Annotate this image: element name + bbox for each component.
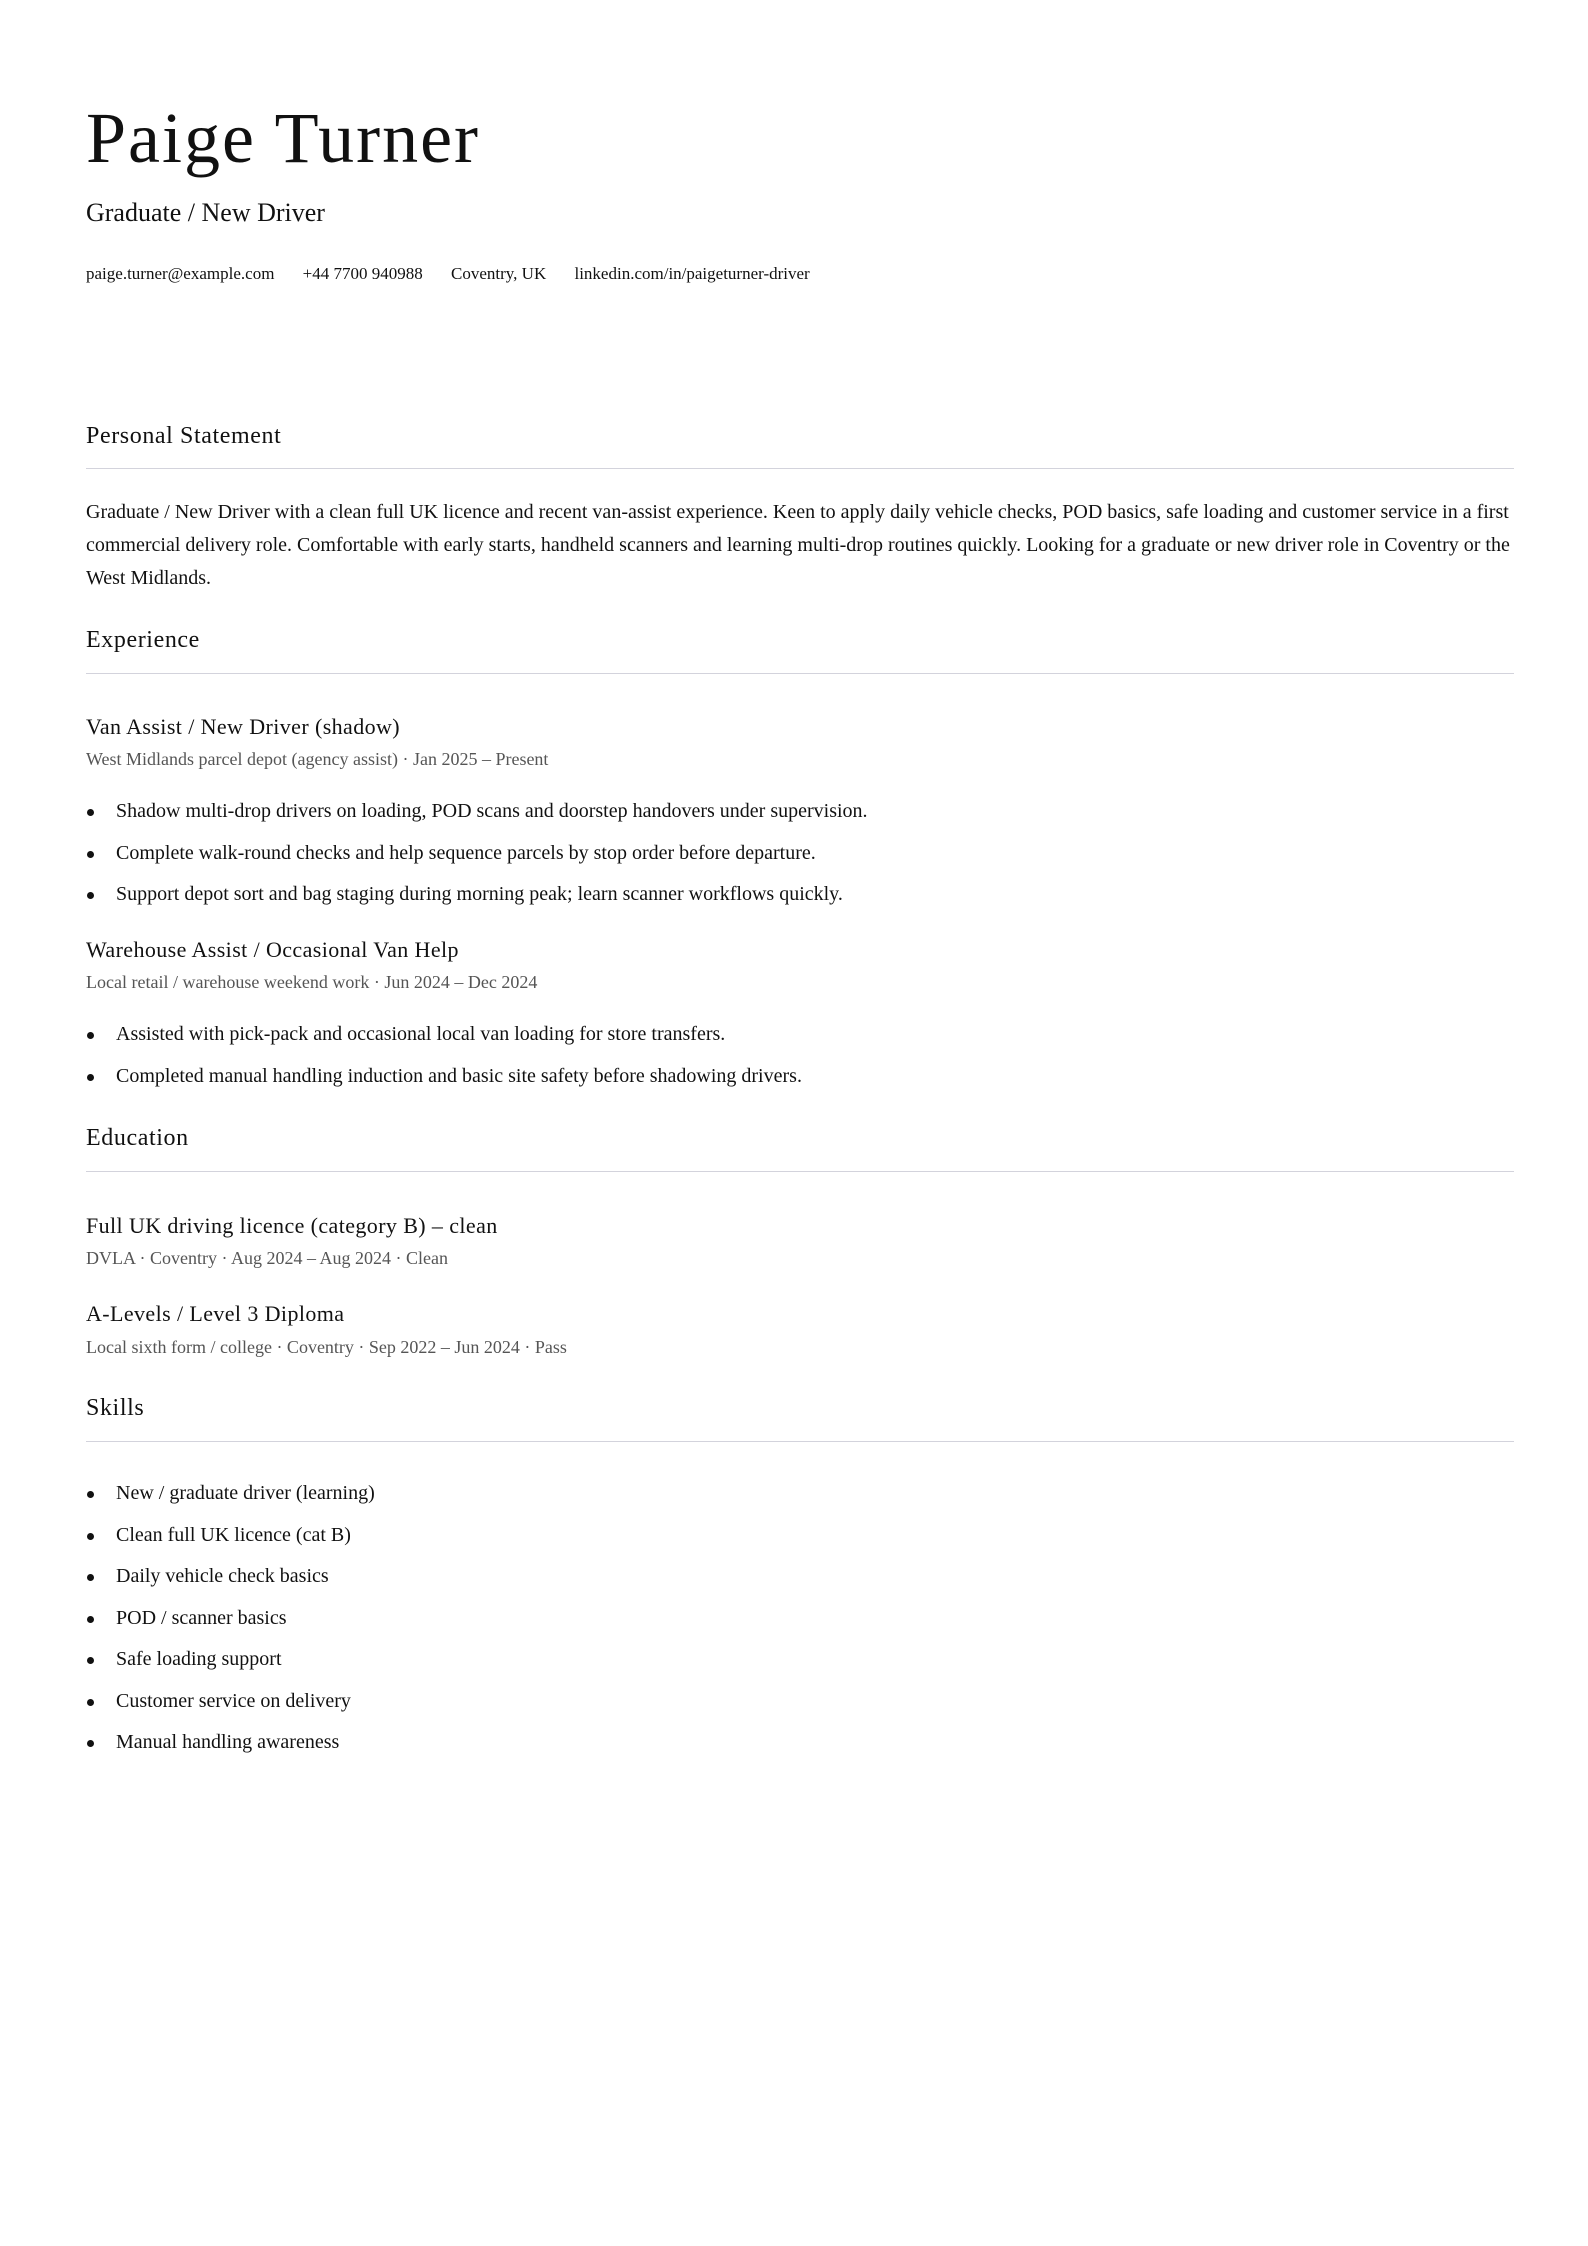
list-item: POD / scanner basics bbox=[86, 1598, 1514, 1640]
education-meta: DVLA · Coventry · Aug 2024 – Aug 2024 · Clean bbox=[86, 1248, 448, 1268]
job-bullets bbox=[86, 791, 1514, 916]
job-title: Van Assist / New Driver (shadow) bbox=[86, 714, 401, 739]
list-item: Shadow multi-drop drivers on loading, POD scans and doorstep handovers under supervision. bbox=[86, 791, 1514, 833]
job-bullets bbox=[86, 1014, 1514, 1097]
list-item: Manual handling awareness bbox=[86, 1722, 1514, 1764]
list-item: Customer service on delivery bbox=[86, 1681, 1514, 1723]
personal-statement-text: Graduate / New Driver with a clean full UK licence and recent van-assist experience. Keen to apply daily vehicle checks, POD basics, safe loading and customer service in a first commercial delivery role. Comfortable with early starts, handheld scanners and learning multi-drop routines quickly. Looking for a graduate or new driver role in Coventry or the West Midlands. bbox=[86, 501, 1510, 589]
contact-location: Coventry, UK bbox=[451, 264, 547, 283]
section-divider bbox=[86, 1171, 1514, 1172]
candidate-headline: Graduate / New Driver bbox=[86, 198, 325, 227]
list-item: New / graduate driver (learning) bbox=[86, 1473, 1514, 1515]
education-title: Full UK driving licence (category B) – clean bbox=[86, 1213, 498, 1238]
list-item: Support depot sort and bag staging during morning peak; learn scanner workflows quickly. bbox=[86, 874, 1514, 916]
list-item: Assisted with pick-pack and occasional local van loading for store transfers. bbox=[86, 1014, 1514, 1056]
contact-linkedin: linkedin.com/in/paigeturner-driver bbox=[574, 264, 810, 283]
section-divider bbox=[86, 468, 1514, 469]
list-item: Complete walk-round checks and help sequence parcels by stop order before departure. bbox=[86, 833, 1514, 875]
education-meta: Local sixth form / college · Coventry · Sep 2022 – Jun 2024 · Pass bbox=[86, 1337, 567, 1357]
job-meta: West Midlands parcel depot (agency assist) · Jan 2025 – Present bbox=[86, 749, 549, 769]
contact-line bbox=[86, 262, 834, 286]
contact-email: paige.turner@example.com bbox=[86, 264, 275, 283]
section-title-skills: Skills bbox=[86, 1395, 145, 1421]
job-title: Warehouse Assist / Occasional Van Help bbox=[86, 937, 459, 962]
section-title-education: Education bbox=[86, 1125, 189, 1151]
section-title-personal-statement: Personal Statement bbox=[86, 423, 282, 449]
candidate-name: Paige Turner bbox=[86, 98, 481, 178]
list-item: Safe loading support bbox=[86, 1639, 1514, 1681]
section-divider bbox=[86, 1441, 1514, 1442]
education-title: A-Levels / Level 3 Diploma bbox=[86, 1301, 345, 1326]
section-title-experience: Experience bbox=[86, 627, 200, 653]
job-meta: Local retail / warehouse weekend work · Jun 2024 – Dec 2024 bbox=[86, 972, 538, 992]
list-item: Clean full UK licence (cat B) bbox=[86, 1515, 1514, 1557]
list-item: Daily vehicle check basics bbox=[86, 1556, 1514, 1598]
skills-list bbox=[86, 1473, 1514, 1764]
section-divider bbox=[86, 673, 1514, 674]
contact-phone: +44 7700 940988 bbox=[302, 264, 423, 283]
list-item: Completed manual handling induction and basic site safety before shadowing drivers. bbox=[86, 1056, 1514, 1098]
